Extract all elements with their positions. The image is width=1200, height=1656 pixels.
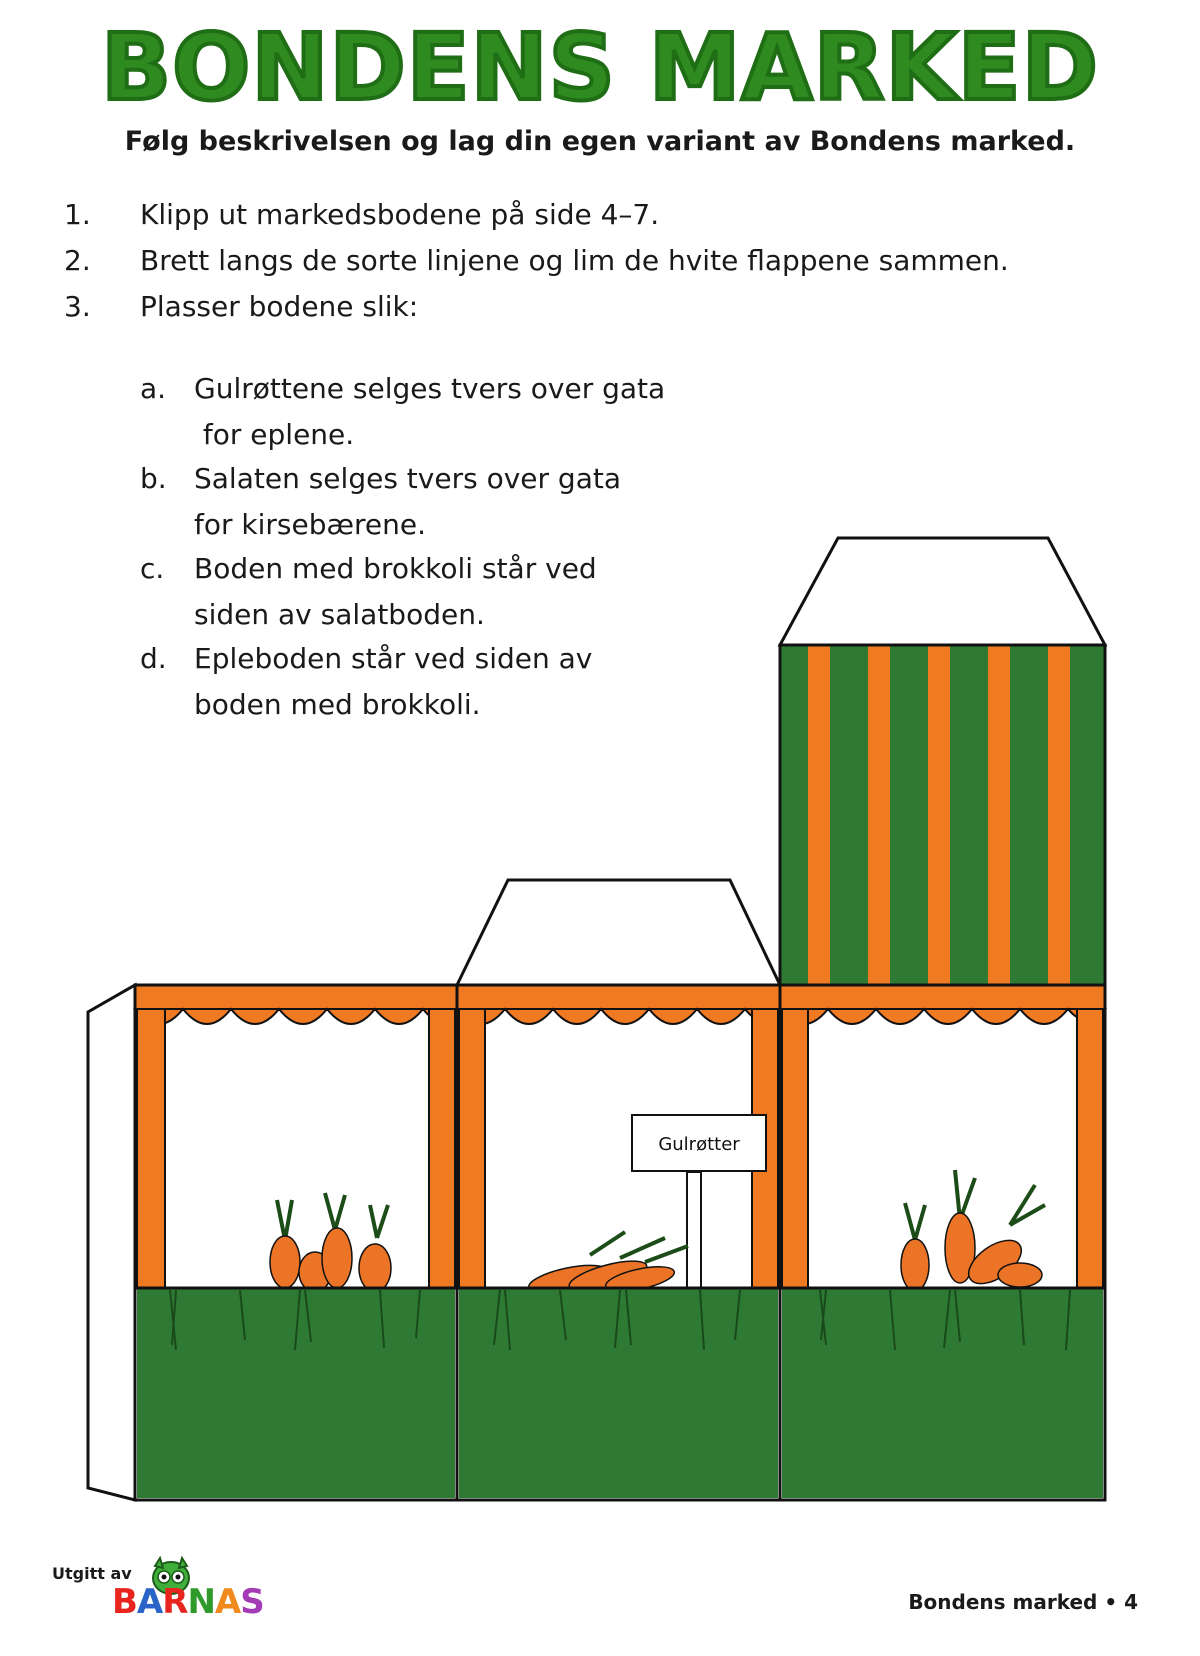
market-stall-cutout <box>0 520 1200 1520</box>
step-3 <box>64 290 1144 324</box>
brand-letter: A <box>136 1582 163 1622</box>
substep-line: Epleboden står ved siden av <box>194 642 593 675</box>
step-number: 1. <box>64 198 91 231</box>
substep-letter: d. <box>140 642 167 675</box>
substep-line: for kirsebærene. <box>194 508 426 541</box>
substep-letter: c. <box>140 552 165 585</box>
step-2 <box>64 244 1144 278</box>
substep-a <box>140 366 740 458</box>
substep-line: siden av salatboden. <box>194 598 485 631</box>
substep-line: Gulrøttene selges tvers over gata <box>194 372 666 405</box>
substep-line: for eplene. <box>194 418 355 451</box>
substep-letter: b. <box>140 462 167 495</box>
substep-line: Salaten selges tvers over gata <box>194 462 621 495</box>
glue-flap-top-middle <box>457 880 780 985</box>
publisher-label: Utgitt av <box>52 1564 132 1583</box>
step-text: Brett langs de sorte linjene og lim de hvite flappene sammen. <box>140 244 1009 277</box>
glue-flap-left <box>88 985 135 1500</box>
publisher-logo <box>52 1564 282 1624</box>
page-subtitle: Følg beskrivelsen og lag din egen variant av Bondens marked. <box>124 126 1076 157</box>
sign-label: Gulrøtter <box>658 1134 740 1155</box>
brand-letter: S <box>240 1582 264 1622</box>
publisher-brand <box>112 1582 264 1622</box>
step-number: 2. <box>64 244 91 277</box>
step-text: Klipp ut markedsbodene på side 4–7. <box>140 198 660 231</box>
page-footer: Bondens marked • 4 <box>908 1590 1138 1614</box>
brand-letter: A <box>214 1582 241 1622</box>
brand-letter: R <box>162 1582 188 1622</box>
step-text: Plasser bodene slik: <box>140 290 419 323</box>
brand-letter: B <box>112 1582 137 1622</box>
brand-letter: N <box>187 1582 215 1622</box>
substep-line: Boden med brokkoli står ved <box>194 552 597 585</box>
substep-line: boden med brokkoli. <box>194 688 481 721</box>
striped-roof-panel <box>780 645 1105 985</box>
page-title: BONDENS MARKED <box>101 14 1099 121</box>
glue-flap-top-right <box>780 538 1105 645</box>
step-1 <box>64 198 1144 232</box>
substep-letter: a. <box>140 372 167 405</box>
step-number: 3. <box>64 290 91 323</box>
